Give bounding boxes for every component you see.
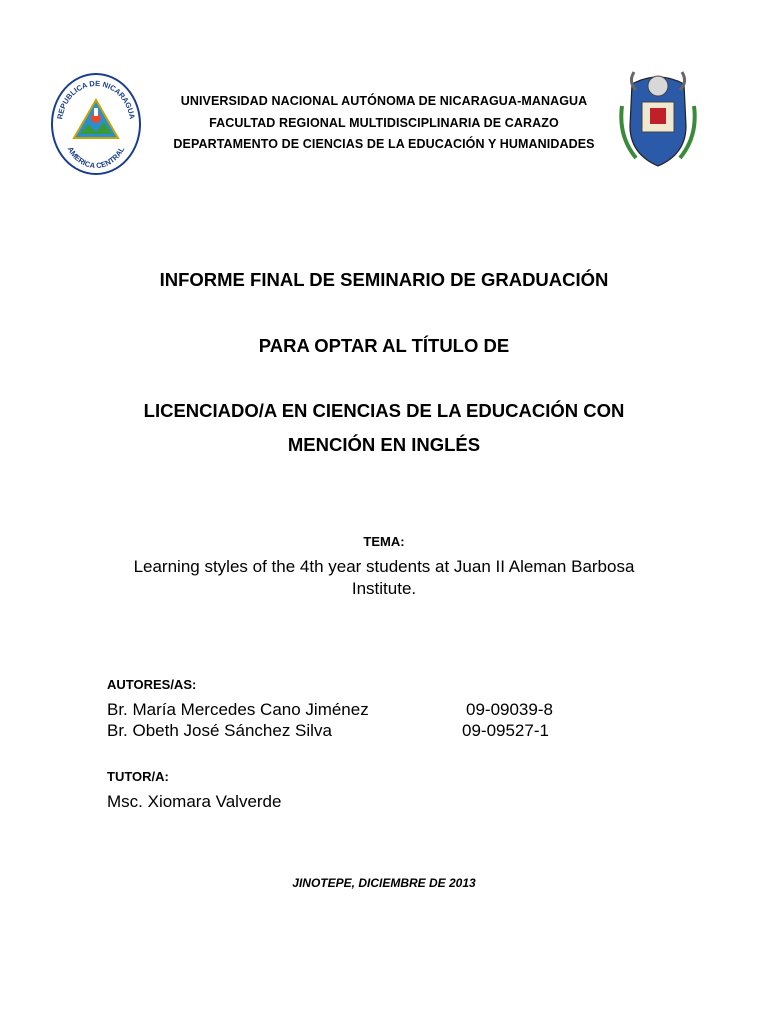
svg-text:REPUBLICA DE NICARAGUA: REPUBLICA DE NICARAGUA <box>55 78 137 120</box>
author-id-1: 09-09039-8 <box>466 700 553 719</box>
author-id-2: 09-09527-1 <box>462 721 549 740</box>
tema-text-line-2: Institute. <box>351 579 417 598</box>
autores-label: AUTORES/AS: <box>107 677 197 692</box>
title-line-2: PARA OPTAR AL TÍTULO DE <box>258 335 510 356</box>
header-line-university: UNIVERSIDAD NACIONAL AUTÓNOMA DE NICARAGUA-MANAGUA <box>180 94 588 108</box>
tema-text-line-1: Learning styles of the 4th year students at Juan II Aleman Barbosa <box>133 557 635 576</box>
author-name-1: Br. María Mercedes Cano Jiménez <box>107 700 369 719</box>
header-line-department: DEPARTAMENTO DE CIENCIAS DE LA EDUCACIÓN Y HUMANIDADES <box>173 137 595 151</box>
header-line-faculty: FACULTAD REGIONAL MULTIDISCIPLINARIA DE CARAZO <box>209 116 559 130</box>
tutor-label: TUTOR/A: <box>107 769 169 784</box>
tema-label: TEMA: <box>363 534 405 549</box>
title-line-1: INFORME FINAL DE SEMINARIO DE GRADUACIÓN <box>159 269 609 290</box>
tutor-name: Msc. Xiomara Valverde <box>107 792 282 811</box>
place-date: JINOTEPE, DICIEMBRE DE 2013 <box>292 876 476 890</box>
title-line-4: MENCIÓN EN INGLÉS <box>287 434 481 455</box>
author-name-2: Br. Obeth José Sánchez Silva <box>107 721 332 740</box>
svg-text:AMERICA CENTRAL: AMERICA CENTRAL <box>65 145 127 171</box>
title-line-3: LICENCIADO/A EN CIENCIAS DE LA EDUCACIÓN CON <box>143 400 625 421</box>
